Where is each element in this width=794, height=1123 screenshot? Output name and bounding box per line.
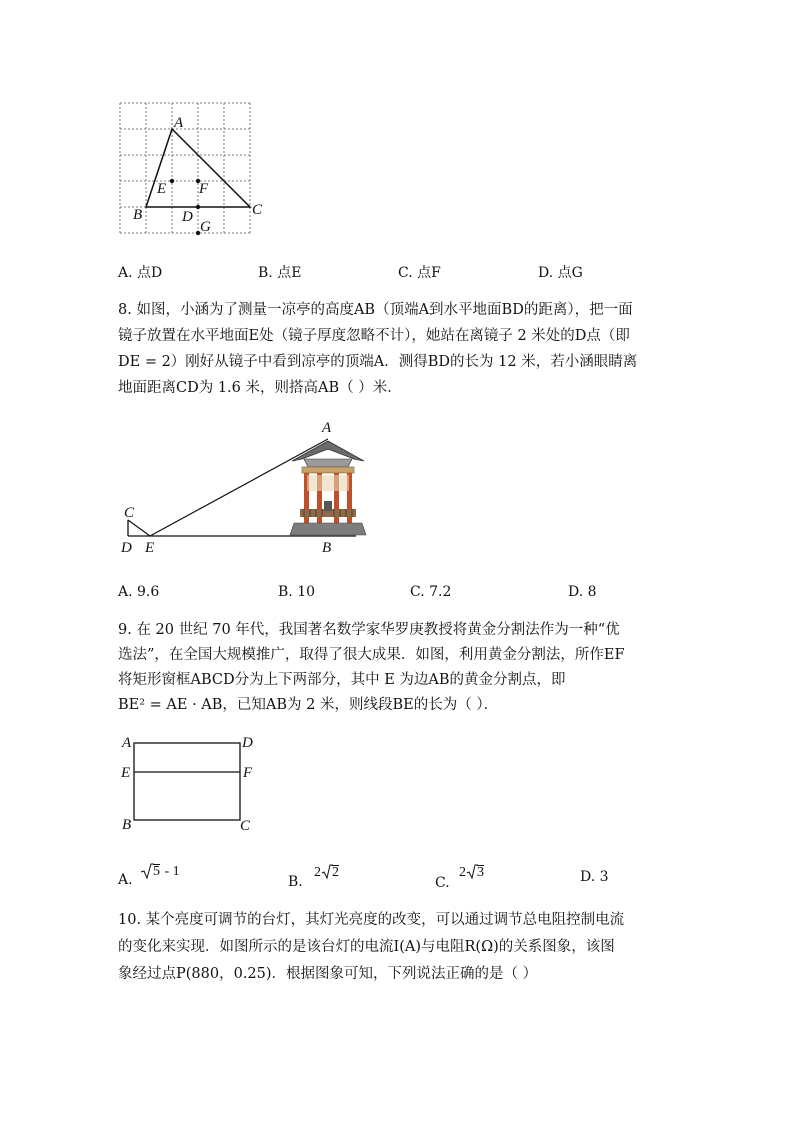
q8-label-A: A bbox=[322, 420, 332, 436]
point-D-dot bbox=[196, 205, 200, 209]
q9-label-A: A bbox=[122, 735, 132, 751]
q7-label-A: A bbox=[174, 115, 184, 131]
q9-line-2: 选法”，在全国大规模推广，取得了很大成果．如图，利用黄金分割法，所作EF bbox=[118, 647, 625, 663]
q8-label-C: C bbox=[124, 505, 135, 521]
q7-option-b[interactable]: B. 点E bbox=[258, 265, 302, 281]
q8-label-D: D bbox=[121, 540, 132, 556]
q8-line-2: 镜子放置在水平地面E处（镜子厚度忽略不计），她站在离镜子 2 米处的D点（即 bbox=[118, 328, 630, 344]
q10-line-3: 象经过点P(880，0.25)．根据图象可知，下列说法正确的是（ ） bbox=[118, 966, 538, 982]
sqrt-icon bbox=[140, 862, 154, 884]
q9-option-b-coef: 2 bbox=[314, 865, 321, 880]
q7-label-D: D bbox=[182, 209, 193, 225]
q7-label-G: G bbox=[200, 219, 211, 235]
q8-option-a[interactable]: A. 9.6 bbox=[118, 584, 160, 600]
q7-label-B: B bbox=[133, 207, 143, 223]
q9-label-C: C bbox=[240, 818, 251, 834]
q9-option-a-radicand: 5 bbox=[153, 864, 160, 879]
q10-line-2: 的变化来实现．如图所示的是该台灯的电流I(A)与电阻R(Ω)的关系图象，该图 bbox=[118, 939, 615, 955]
point-E-dot bbox=[170, 179, 174, 183]
q9-option-a-rest: - 1 bbox=[161, 864, 180, 879]
q7-option-c[interactable]: C. 点F bbox=[398, 265, 441, 281]
q9-rectangle-figure bbox=[110, 730, 270, 838]
q9-line-1: 9. 在 20 世纪 70 年代，我国著名数学家华罗庚教授将黄金分割法作为一种“优 bbox=[118, 622, 620, 638]
q8-label-B: B bbox=[322, 540, 332, 556]
q8-pavilion-figure bbox=[110, 415, 390, 560]
q7-option-d[interactable]: D. 点G bbox=[538, 265, 583, 281]
q8-line-3: DE = 2）刚好从镜子中看到凉亭的顶端A．测得BD的长为 12 米，若小涵眼睛离 bbox=[118, 354, 638, 370]
q9-line-3: 将矩形窗框ABCD分为上下两部分，其中 E 为边AB的黄金分割点，即 bbox=[118, 672, 566, 688]
q9-option-a-prefix: A. bbox=[118, 872, 133, 888]
q9-option-c-coef: 2 bbox=[459, 865, 466, 880]
q9-option-c-radicand: 3 bbox=[477, 865, 484, 880]
q9-option-d[interactable]: D. 3 bbox=[580, 869, 609, 885]
q7-label-C: C bbox=[252, 202, 263, 218]
q8-option-b[interactable]: B. 10 bbox=[278, 584, 316, 600]
q9-label-B: B bbox=[122, 817, 132, 833]
rect-ABCD bbox=[134, 743, 240, 820]
q9-label-E: E bbox=[121, 765, 131, 781]
q8-line-4: 地面距离CD为 1.6 米，则搭高AB（ ）米． bbox=[118, 380, 402, 396]
q9-label-D: D bbox=[242, 735, 253, 751]
q10-line-1: 10. 某个亮度可调节的台灯，其灯光亮度的改变，可以通过调节总电阻控制电流 bbox=[118, 912, 625, 928]
q9-line-4: BE² = AE · AB，已知AB为 2 米，则线段BE的长为（ ）． bbox=[118, 697, 499, 713]
q8-option-d[interactable]: D. 8 bbox=[568, 584, 597, 600]
q8-label-E: E bbox=[145, 540, 155, 556]
q7-label-F: F bbox=[199, 181, 209, 197]
q7-grid-figure bbox=[110, 95, 270, 245]
q9-option-b-prefix: B. bbox=[288, 874, 303, 890]
q8-option-c[interactable]: C. 7.2 bbox=[410, 584, 452, 600]
q9-option-b-radicand: 2 bbox=[332, 865, 339, 880]
q9-option-c-prefix: C. bbox=[435, 875, 450, 891]
q7-option-a[interactable]: A. 点D bbox=[118, 265, 163, 281]
q9-label-F: F bbox=[243, 765, 253, 781]
q7-label-E: E bbox=[157, 181, 167, 197]
q8-line-1: 8. 如图，小涵为了测量一凉亭的高度AB（顶端A到水平地面BD的距离），把一面 bbox=[118, 302, 633, 318]
pavilion-icon bbox=[290, 441, 366, 535]
